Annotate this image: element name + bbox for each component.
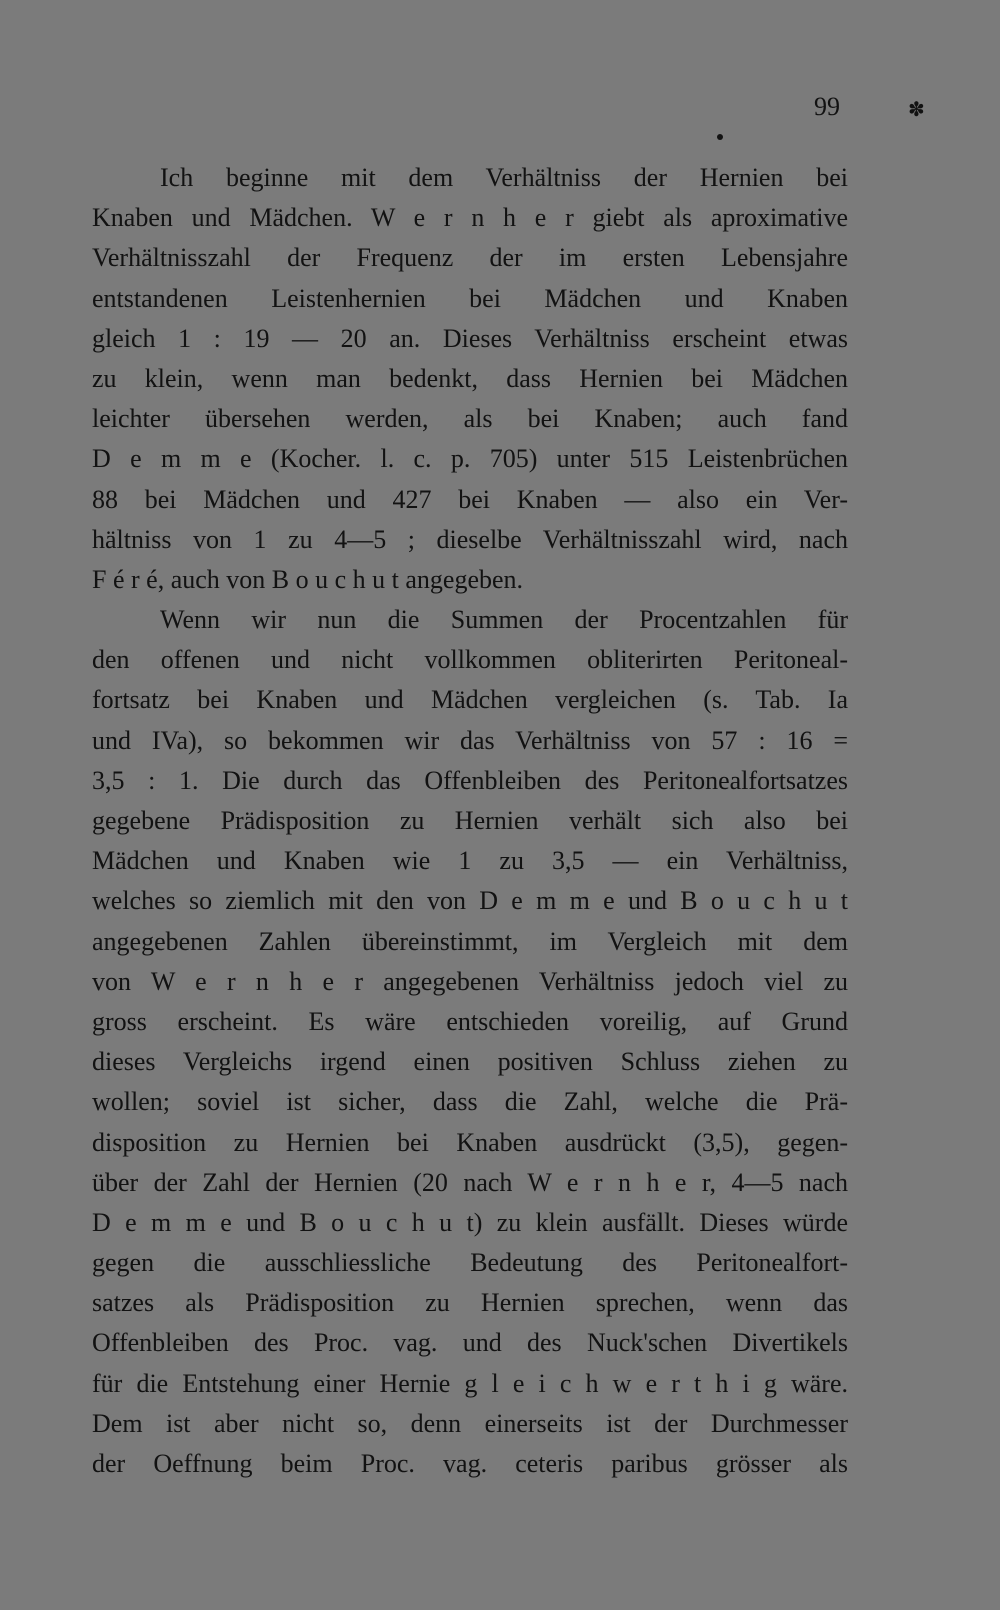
text-line: leichter übersehen werden, als bei Knaben; auch fand (92, 404, 848, 434)
text-line: Dem ist aber nicht so, denn einerseits ist der Durchmesser (92, 1408, 848, 1438)
text-line: D e m m e (Kocher. l. c. p. 705) unter 515 Leistenbrüchen (92, 444, 848, 474)
text-line: Verhältnisszahl der Frequenz der im ersten Lebensjahre (92, 243, 848, 273)
text-line: von W e r n h e r angegebenen Verhältniss jedoch viel zu (92, 966, 848, 996)
text-line: den offenen und nicht vollkommen obliterirten Peritoneal- (92, 645, 848, 675)
text-line: gross erscheint. Es wäre entschieden voreilig, auf Grund (92, 1006, 848, 1036)
ornament-mark-icon: ✽ (908, 99, 925, 121)
text-line: für die Entstehung einer Hernie g l e i c h w e r t h i g wäre. (92, 1368, 848, 1398)
text-line: D e m m e und B o u c h u t) zu klein ausfällt. Dieses würde (92, 1207, 848, 1237)
text-line: fortsatz bei Knaben und Mädchen vergleichen (s. Tab. Ia (92, 685, 848, 715)
text-line: Wenn wir nun die Summen der Procentzahlen für (160, 605, 848, 635)
text-line: satzes als Prädisposition zu Hernien sprechen, wenn das (92, 1288, 848, 1318)
text-line: disposition zu Hernien bei Knaben ausdrückt (3,5), gegen- (92, 1127, 848, 1157)
text-line: entstandenen Leistenhernien bei Mädchen und Knaben (92, 283, 848, 313)
text-line: Offenbleiben des Proc. vag. und des Nuck'schen Divertikels (92, 1328, 848, 1358)
text-line: Ich beginne mit dem Verhältniss der Hernien bei (160, 163, 848, 192)
text-line: Knaben und Mädchen. W e r n h e r giebt als aproximative (92, 203, 848, 233)
ink-dot-mark (717, 134, 723, 140)
text-line: der Oeffnung beim Proc. vag. ceteris paribus grösser als (92, 1449, 848, 1478)
text-line: Mädchen und Knaben wie 1 zu 3,5 — ein Verhältniss, (92, 846, 848, 876)
page-number: 99 (814, 92, 840, 121)
text-line: gegebene Prädisposition zu Hernien verhält sich also bei (92, 806, 848, 835)
text-line: angegebenen Zahlen übereinstimmt, im Vergleich mit dem (92, 926, 848, 956)
text-line: und IVa), so bekommen wir das Verhältniss von 57 : 16 = (92, 725, 848, 755)
text-line: hältniss von 1 zu 4—5 ; dieselbe Verhältnisszahl wird, nach (92, 524, 848, 554)
text-line: gegen die ausschliessliche Bedeutung des Peritonealfort- (92, 1248, 848, 1278)
text-line: 3,5 : 1. Die durch das Offenbleiben des Peritonealfortsatzes (92, 765, 848, 795)
text-line: gleich 1 : 19 — 20 an. Dieses Verhältniss erscheint etwas (92, 323, 848, 353)
text-line: F é r é, auch von B o u c h u t angegeben. (92, 564, 524, 594)
text-line: zu klein, wenn man bedenkt, dass Hernien bei Mädchen (92, 363, 848, 393)
text-line: über der Zahl der Hernien (20 nach W e r n h e r, 4—5 nach (92, 1167, 848, 1197)
text-line: dieses Vergleichs irgend einen positiven Schluss ziehen zu (92, 1047, 848, 1077)
body-text (92, 158, 848, 1484)
text-line: wollen; soviel ist sicher, dass die Zahl, welche die Prä- (92, 1087, 848, 1117)
text-line: 88 bei Mädchen und 427 bei Knaben — also ein Ver- (92, 484, 848, 514)
text-line: welches so ziemlich mit den von D e m m e und B o u c h u t (92, 886, 848, 916)
